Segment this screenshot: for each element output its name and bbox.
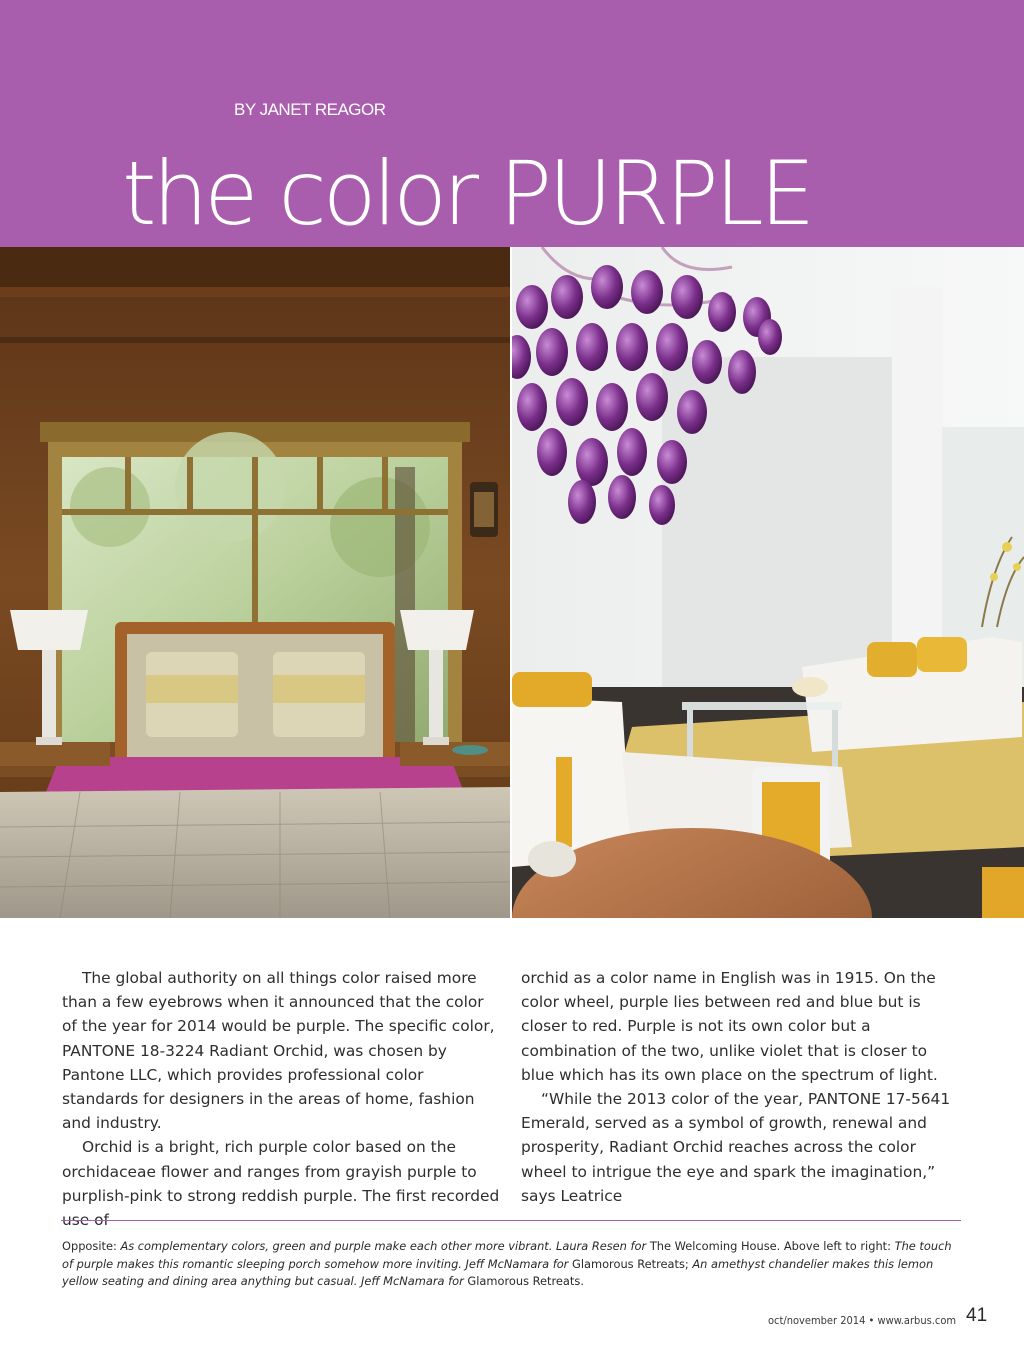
caption-source: The Welcoming House. [649,1239,784,1253]
caption-source: Glamorous Retreats; [572,1256,693,1271]
article-paragraph: Orchid is a bright, rich purple color based on the orchidaceae flower and ranges from grayish purple to purplish-pink to strong reddish purple. The first recorded use of [62,1138,500,1230]
caption-text: The touch of purple makes this romantic sleeping porch somehow more inviting. Jeff McNamara for [62,1239,952,1271]
title-banner [0,0,1024,247]
article-paragraph: orchid as a color name in English was in 1915. On the color wheel, purple lies between red and blue but is closer to red. Purple is not its own color but a combination of the two, unlike violet that is closer to blue which has its own place on the spectrum of light. [521,969,938,1084]
caption-label: Opposite: [62,1239,121,1253]
photo-spread [0,247,1024,918]
byline: BY JANET REAGOR [234,100,386,119]
bedroom-photo [0,247,510,918]
page-number: 41 [966,1305,988,1326]
caption-source: Glamorous Retreats. [467,1274,584,1288]
article-paragraph: The global authority on all things color raised more than a few eyebrows when it announced that the color of the year for 2014 would be purple. The specific color, PANTONE 18-3224 Radiant Orchid, was chosen by Pantone LLC, which provides professional color standards for designers in the areas of home, fashion and industry. [62,969,495,1133]
footer-issue-website: oct/november 2014 • www.arbus.com [768,1314,957,1327]
caption-text: As complementary colors, green and purple make each other more vibrant. Laura Resen for [120,1239,650,1253]
page-title: the color PURPLE [122,142,812,245]
article-paragraph: “While the 2013 color of the year, PANTONE 17-5641 Emerald, served as a symbol of growth, renewal and prosperity, Radiant Orchid reaches across the color wheel to intrigue the eye and spark the imagination,” says Leatrice [521,1090,951,1205]
article-column-right [521,966,961,1208]
chandelier-living-room-photo [512,247,1024,918]
photo-caption [62,1238,962,1291]
caption-text: An amethyst chandelier makes this lemon yellow seating and dining area anything but casual. Jeff McNamara for [62,1256,934,1288]
article-column-left [62,966,502,1232]
caption-divider [61,1220,961,1221]
caption-label: Above left to right: [783,1239,895,1253]
